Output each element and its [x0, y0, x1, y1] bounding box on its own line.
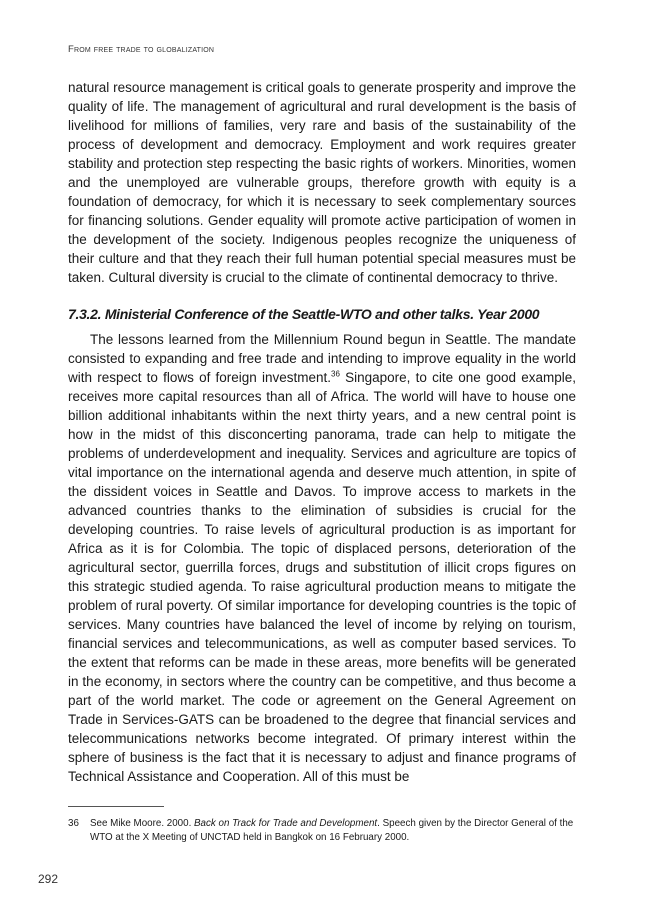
paragraph-2: [68, 330, 576, 786]
page-number: 292: [38, 872, 59, 886]
footnote-title: Back on Track for Trade and Development: [194, 818, 378, 829]
footnote-number: 36: [68, 818, 79, 829]
footnote-reference[interactable]: 36: [331, 369, 340, 379]
body-content: [68, 78, 576, 786]
section-heading: 7.3.2. Ministerial Conference of the Seattle-WTO and other talks. Year 2000: [68, 306, 540, 322]
running-head: From free trade to globalization: [68, 44, 215, 55]
footnote-divider: [68, 806, 164, 807]
footnote-text: [90, 817, 576, 845]
paragraph-1: natural resource management is critical goals to generate prosperity and improve the quality of life. The management of agricultural and rural development is the basis of livelihood for millions of families, very rare and basis of the sustainability of the process of development and democracy. Employment and work requires greater stability and protection step respecting the basic rights of workers. Minorities, women and the unemployed are vulnerable groups, therefore growth with equity is a foundation of democracy, for which it is necessary to seek complementary sources for financing solutions. Gender equality will promote active participation of women in the development of the society. Indigenous peoples recognize the uniqueness of their culture and that they reach their full human potential special measures must be taken. Cultural diversity is crucial to the climate of continental democracy to thrive.: [68, 80, 576, 285]
paragraph-2-start: The lessons learned from the Millennium Round begun in Seattle. The mandate consisted to expanding and free trade and intending to improve equality in the world with respect to flows of foreign investment.: [68, 332, 576, 385]
paragraph-2-rest: Singapore, to cite one good example, receives more capital resources than all of Africa. The world will have to house one billion additional inhabitants within the next thirty years, and a new central point is how in the midst of this disconcerting panorama, trade can help to mitigate the problems of underdevelopment and inequality. Services and agriculture are topics of vital importance on the international agenda and deserve much attention, in spite of the dissident voices in Seattle and Davos. To improve access to markets in the advanced countries thanks to the elimination of subsidies is crucial for the developing countries. To raise levels of agricultural production is as important for Africa as it is for Colombia. The topic of displaced persons, deterioration of the agricultural sector, guerrilla forces, drugs and substitution of illicit crops figures on this strategic studied agenda. To raise agricultural production means to mitigate the problem of rural poverty. Of similar importance for developing countries is the topic of services. Many countries have balanced the level of income by relying on tourism, financial services and telecommunications, as well as computer based services. To the extent that reforms can be made in these areas, more benefits will be generated in the economy, in sectors where the country can be competitive, and thus become a part of the world market. The code or agreement on the General Agreement on Trade in Services-GATS can be broadened to the degree that financial services and telecommunications networks become integrated. Of primary interest within the sphere of business is the fact that it is necessary to adjust and finance programs of Technical Assistance and Cooperation. All of this must be: [68, 370, 576, 784]
footnote-text-before: See Mike Moore. 2000.: [90, 818, 195, 829]
footnote-text-after: . Speech given by the Director General of the WTO at the X Meeting of UNCTAD held in Bangkok on 16 February 2000.: [90, 818, 574, 843]
footnote: [68, 817, 576, 845]
